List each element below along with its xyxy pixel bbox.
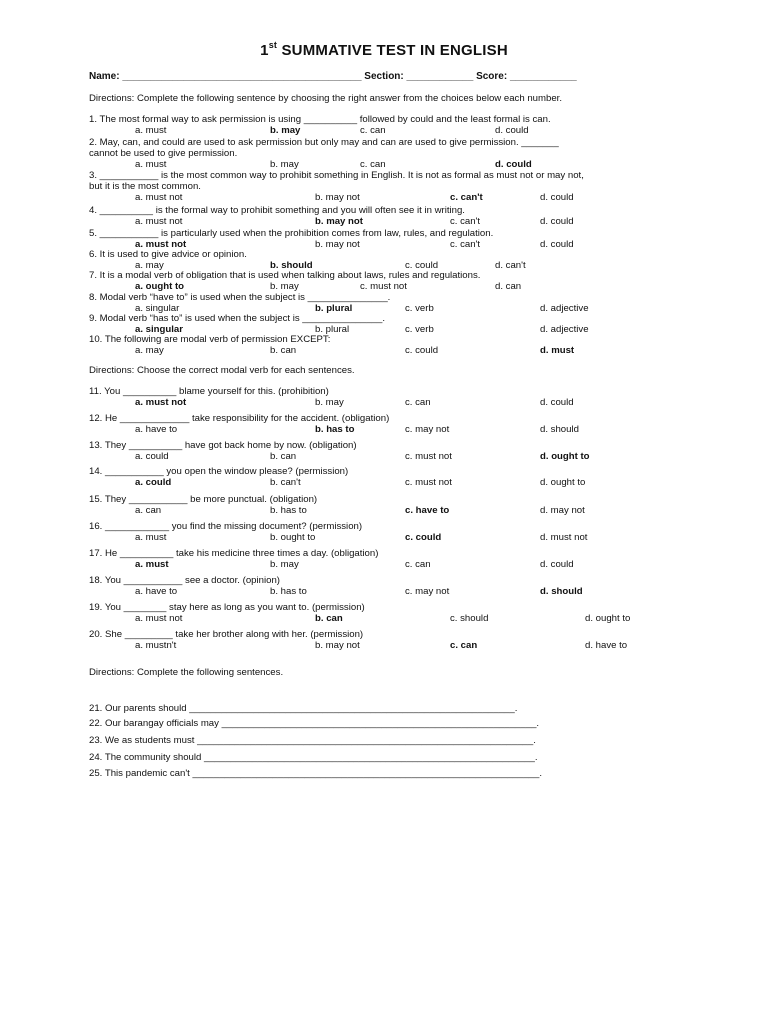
answer-choice[interactable]: c. can bbox=[405, 559, 431, 570]
answer-choice[interactable]: d. must not bbox=[540, 532, 588, 543]
answer-choice[interactable]: d. should bbox=[540, 424, 579, 435]
answer-choice[interactable]: b. should bbox=[270, 260, 313, 271]
question-text: 18. You ___________ see a doctor. (opinion) bbox=[89, 575, 280, 586]
answer-choice[interactable]: d. can bbox=[495, 281, 522, 292]
answer-choice[interactable]: d. could bbox=[495, 125, 529, 136]
answer-choice[interactable]: a. singular bbox=[135, 324, 183, 335]
answer-choice[interactable]: a. must bbox=[135, 159, 167, 170]
answer-choice[interactable]: c. can't bbox=[450, 192, 483, 203]
answer-choice[interactable]: d. could bbox=[540, 559, 574, 570]
answer-choice[interactable]: a. must not bbox=[135, 397, 187, 408]
fill-in-sentence[interactable]: 24. The community should ______________________________________________________________. bbox=[89, 752, 538, 763]
answer-choice[interactable]: b. can bbox=[315, 613, 343, 624]
answer-choice[interactable]: a. have to bbox=[135, 424, 178, 435]
answer-choice[interactable]: d. could bbox=[540, 192, 574, 203]
answer-choice[interactable]: c. can bbox=[360, 125, 386, 136]
answer-choice[interactable]: a. can bbox=[135, 505, 162, 516]
answer-choice[interactable]: b. may bbox=[270, 159, 299, 170]
answer-choice[interactable]: c. must not bbox=[405, 477, 452, 488]
fill-in-sentence[interactable]: 25. This pandemic can't _________________________________________________________________. bbox=[89, 768, 542, 779]
question-text: 7. It is a modal verb of obligation that is used when talking about laws, rules and regulations. bbox=[89, 270, 481, 281]
question-text: 14. ___________ you open the window please? (permission) bbox=[89, 466, 349, 477]
fill-in-sentence[interactable]: 22. Our barangay officials may ___________________________________________________________. bbox=[89, 718, 540, 729]
score-blank[interactable]: ____________ bbox=[509, 71, 577, 82]
score-label: Score: bbox=[476, 71, 508, 82]
answer-choice[interactable]: a. must bbox=[135, 532, 167, 543]
question-text: 16. ____________ you find the missing document? (permission) bbox=[89, 521, 363, 532]
question-text: 1. The most formal way to ask permission is using __________ followed by could and the least formal is can. bbox=[89, 114, 551, 125]
answer-choice[interactable]: d. could bbox=[540, 216, 574, 227]
question-text: 20. She _________ take her brother along with her. (permission) bbox=[89, 629, 364, 640]
answer-choice[interactable]: c. must not bbox=[405, 451, 452, 462]
question-text: 12. He _____________ take responsibility for the accident. (obligation) bbox=[89, 413, 390, 424]
question-text: 2. May, can, and could are used to ask permission but only may and can are used to give permission. _______ bbox=[89, 137, 559, 148]
question-text: 5. ___________ is particularly used when the prohibition comes from law, rules, and regulation. bbox=[89, 228, 494, 239]
name-blank[interactable]: ___________________________________________ bbox=[119, 71, 362, 82]
answer-choice[interactable]: a. could bbox=[135, 451, 169, 462]
question-text: 13. They __________ have got back home by now. (obligation) bbox=[89, 440, 357, 451]
answer-choice[interactable]: d. could bbox=[540, 239, 574, 250]
answer-choice[interactable]: a. must bbox=[135, 559, 169, 570]
answer-choice[interactable]: a. must not bbox=[135, 216, 183, 227]
answer-choice[interactable]: d. should bbox=[540, 586, 583, 597]
answer-choice[interactable]: d. can't bbox=[495, 260, 526, 271]
answer-choice[interactable]: b. may not bbox=[315, 216, 363, 227]
answer-choice[interactable]: c. must not bbox=[360, 281, 407, 292]
answer-choice[interactable]: a. ought to bbox=[135, 281, 185, 292]
answer-choice[interactable]: d. ought to bbox=[540, 477, 586, 488]
answer-choice[interactable]: b. ought to bbox=[270, 532, 316, 543]
answer-choice[interactable]: b. plural bbox=[315, 303, 353, 314]
answer-choice[interactable]: d. could bbox=[495, 159, 532, 170]
answer-choice[interactable]: c. could bbox=[405, 345, 439, 356]
name-label: Name: bbox=[89, 71, 120, 82]
part3-directions: Directions: Complete the following sentences. bbox=[89, 667, 284, 678]
answer-choice[interactable]: a. mustn't bbox=[135, 640, 177, 651]
question-text: 11. You __________ blame yourself for this. (prohibition) bbox=[89, 386, 329, 397]
answer-choice[interactable]: a. have to bbox=[135, 586, 178, 597]
question-text: 9. Modal verb “has to” is used when the subject is _______________. bbox=[89, 313, 386, 324]
answer-choice[interactable]: b. has to bbox=[270, 505, 307, 516]
answer-choice[interactable]: b. may bbox=[270, 281, 299, 292]
answer-choice[interactable]: b. may bbox=[315, 397, 344, 408]
answer-choice[interactable]: d. could bbox=[540, 397, 574, 408]
answer-choice[interactable]: a. must not bbox=[135, 613, 183, 624]
answer-choice[interactable]: a. must not bbox=[135, 192, 183, 203]
question-text: 3. ___________ is the most common way to prohibit something in English. It is not as formal as must not or may not, bbox=[89, 170, 584, 181]
answer-choice[interactable]: d. ought to bbox=[585, 613, 631, 624]
answer-choice[interactable]: a. may bbox=[135, 260, 164, 271]
answer-choice[interactable]: c. can bbox=[360, 159, 386, 170]
question-text: 19. You ________ stay here as long as you want to. (permission) bbox=[89, 602, 365, 613]
answer-choice[interactable]: d. must bbox=[540, 345, 575, 356]
answer-choice[interactable]: d. ought to bbox=[540, 451, 590, 462]
answer-choice[interactable]: b. may bbox=[270, 559, 299, 570]
answer-choice[interactable]: a. singular bbox=[135, 303, 180, 314]
answer-choice[interactable]: b. may not bbox=[315, 640, 360, 651]
answer-choice[interactable]: c. can bbox=[450, 640, 478, 651]
answer-choice[interactable]: c. could bbox=[405, 532, 442, 543]
question-text: 10. The following are modal verb of permission EXCEPT: bbox=[89, 334, 331, 345]
answer-choice[interactable]: d. may not bbox=[540, 505, 585, 516]
answer-choice[interactable]: c. verb bbox=[405, 324, 434, 335]
answer-choice[interactable]: c. can't bbox=[450, 239, 481, 250]
answer-choice[interactable]: c. have to bbox=[405, 505, 450, 516]
student-info-line bbox=[89, 71, 577, 82]
question-text: 17. He __________ take his medicine three times a day. (obligation) bbox=[89, 548, 379, 559]
answer-choice[interactable]: c. may not bbox=[405, 586, 450, 597]
fill-in-sentence[interactable]: 21. Our parents should _____________________________________________________________. bbox=[89, 703, 518, 714]
section-label: Section: bbox=[364, 71, 404, 82]
answer-choice[interactable]: b. may not bbox=[315, 192, 360, 203]
answer-choice[interactable]: c. can bbox=[405, 397, 431, 408]
answer-choice[interactable]: c. should bbox=[450, 613, 489, 624]
answer-choice[interactable]: b. can't bbox=[270, 477, 301, 488]
answer-choice[interactable]: b. plural bbox=[315, 324, 350, 335]
answer-choice[interactable]: d. have to bbox=[585, 640, 628, 651]
answer-choice[interactable]: a. must bbox=[135, 125, 167, 136]
answer-choice[interactable]: a. must not bbox=[135, 239, 187, 250]
part2-directions: Directions: Choose the correct modal verb for each sentences. bbox=[89, 365, 355, 376]
question-text: 6. It is used to give advice or opinion. bbox=[89, 249, 247, 260]
answer-choice[interactable]: d. adjective bbox=[540, 303, 589, 314]
answer-choice[interactable]: c. may not bbox=[405, 424, 450, 435]
fill-in-sentence[interactable]: 23. We as students must _______________________________________________________________. bbox=[89, 735, 536, 746]
answer-choice[interactable]: b. may not bbox=[315, 239, 360, 250]
answer-choice[interactable]: b. has to bbox=[315, 424, 355, 435]
answer-choice[interactable]: b. has to bbox=[270, 586, 307, 597]
answer-choice[interactable]: b. can bbox=[270, 451, 297, 462]
question-text: cannot be used to give permission. bbox=[89, 148, 238, 159]
question-text: but it is the most common. bbox=[89, 181, 201, 192]
answer-choice[interactable]: c. can't bbox=[450, 216, 481, 227]
question-text: 8. Modal verb “have to” is used when the subject is _______________. bbox=[89, 292, 391, 303]
answer-choice[interactable]: b. can bbox=[270, 345, 297, 356]
answer-choice[interactable]: a. could bbox=[135, 477, 172, 488]
answer-choice[interactable]: c. verb bbox=[405, 303, 434, 314]
question-text: 4. __________ is the formal way to prohibit something and you will often see it in writing. bbox=[89, 205, 465, 216]
part1-directions: Directions: Complete the following sentence by choosing the right answer from the choices below each number. bbox=[89, 93, 563, 104]
answer-choice[interactable]: b. may bbox=[270, 125, 301, 136]
question-text: 15. They ___________ be more punctual. (obligation) bbox=[89, 494, 318, 505]
answer-choice[interactable]: d. adjective bbox=[540, 324, 589, 335]
section-blank[interactable]: ____________ bbox=[403, 71, 474, 82]
page-title: 1st SUMMATIVE TEST IN ENGLISH bbox=[260, 40, 508, 59]
answer-choice[interactable]: a. may bbox=[135, 345, 164, 356]
answer-choice[interactable]: c. could bbox=[405, 260, 439, 271]
